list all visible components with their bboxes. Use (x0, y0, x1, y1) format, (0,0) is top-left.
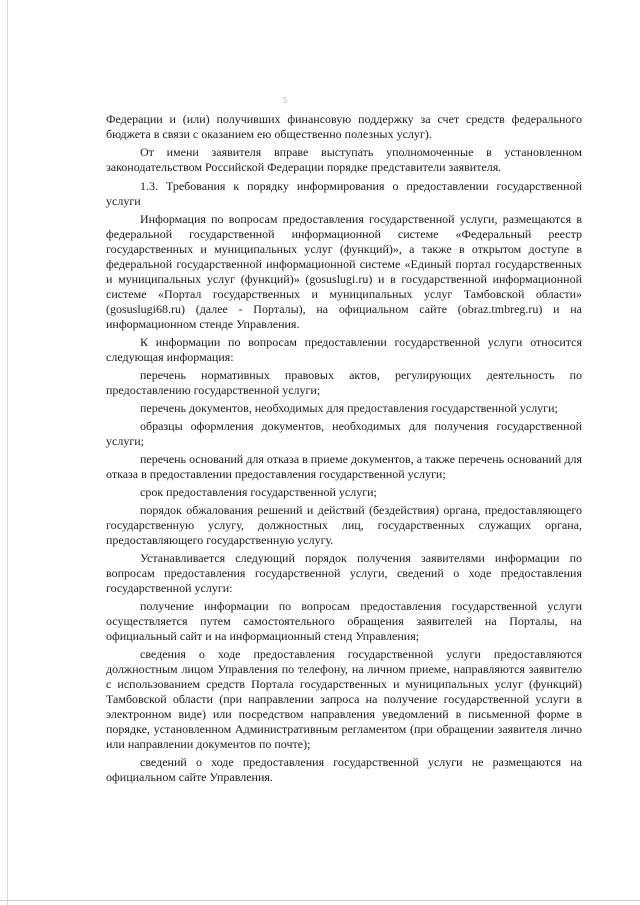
paragraph-procedure-intro: Устанавливается следующий порядок получения заявителями информации по вопросам предоставления государственной услуги, сведений о ходе предоставления государственной услуги: (106, 551, 582, 595)
list-item-appeal-procedure: порядок обжалования решений и действий (бездействия) органа, предоставляющего государственную услугу, должностных лиц, государственных служащих органа, предоставляющего государственную услугу. (106, 503, 582, 547)
list-item-progress-info: сведения о ходе предоставления государственной услуги предоставляются должностным лицом Управления по телефону, на личном приеме, направляются заявителю с использованием средств Портала государственных и муниципальных услуг (функций) Тамбовской области (при направлении запроса на получение государственной услуги в электронном виде) или посредством направления уведомлений в письменной форме в порядке, установленном Административным регламентом (при обращении заявителя лично или направлении документов по почте); (106, 647, 582, 751)
list-item-form-samples: образцы оформления документов, необходимых для получения государственной услуги; (106, 419, 582, 448)
scan-edge-left (7, 0, 8, 905)
document-body (106, 112, 582, 788)
paragraph-continuation: Федерации и (или) получивших финансовую поддержку за счет средств федерального бюджета в связи с оказанием ею общественно полезных услуг). (106, 112, 582, 141)
list-item-legal-acts: перечень нормативных правовых актов, регулирующих деятельность по предоставлению государственной услуги; (106, 368, 582, 397)
list-item-self-access: получение информации по вопросам предоставления государственной услуги осуществляется путем самостоятельного обращения заявителей на Порталы, на официальный сайт и на информационный стенд Управления; (106, 599, 582, 643)
list-item-service-term: срок предоставления государственной услуги; (140, 485, 377, 499)
section-heading-1-3: 1.3. Требования к порядку информирования о предоставлении государственной услуги (106, 179, 582, 208)
list-item-not-published: сведений о ходе предоставления государственной услуги не размещаются на официальном сайте Управления. (106, 755, 582, 784)
list-item-refusal-grounds: перечень оснований для отказа в приеме документов, а также перечень оснований для отказа в предоставлении предоставления государственной услуги; (106, 452, 582, 481)
list-item-documents: перечень документов, необходимых для предоставления государственной услуги; (140, 401, 558, 415)
paragraph-info-list-intro: К информации по вопросам предоставлении государственной услуги относится следующая информация: (106, 335, 582, 364)
paragraph-info-placement: Информация по вопросам предоставления государственной услуги, размещаются в федеральной государственной информационной системе «Федеральный реестр государственных и муниципальных услуг (функций)», а также в открытом доступе в федеральной государственной информационной системе «Единый портал государственных и муниципальных услуг (функций)» (gosuslugi.ru) и в государственной информационной системе «Портал государственных и муниципальных услуг Тамбовской области» (gosuslugi68.ru) (далее - Порталы), на официальном сайте (obraz.tmbreg.ru) и на информационном стенде Управления. (106, 212, 582, 331)
page-bottom-edge (0, 900, 640, 901)
paragraph-representatives: От имени заявителя вправе выступать уполномоченные в установленном законодательством Российской Федерации порядке представители заявителя. (106, 145, 582, 174)
page-number: 5 (283, 96, 291, 105)
